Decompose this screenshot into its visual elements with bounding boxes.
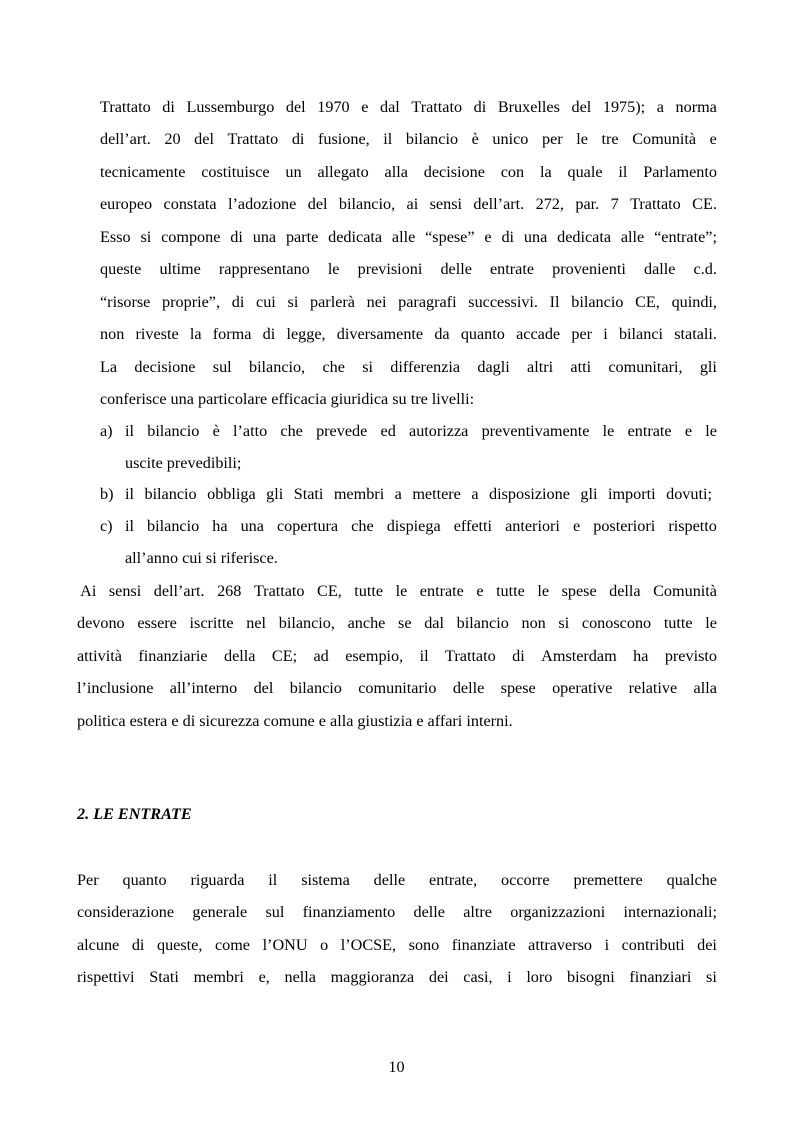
list-marker: c) <box>100 517 113 535</box>
text-line: attività finanziarie della CE; ad esempio, il Trattato di Amsterdam ha previsto <box>77 647 717 665</box>
text-line: l’inclusione all’interno del bilancio comunitario delle spese operative relative alla <box>77 679 717 697</box>
text-line: Per quanto riguarda il sistema delle entrate, occorre premettere qualche <box>77 871 717 889</box>
list-item-line: uscite prevedibili; <box>125 454 242 472</box>
text-line: Trattato di Lussemburgo del 1970 e dal Trattato di Bruxelles del 1975); a norma <box>100 98 717 116</box>
text-line: alcune di queste, come l’ONU o l’OCSE, sono finanziate attraverso i contributi dei <box>77 936 717 954</box>
text-line: dell’art. 20 del Trattato di fusione, il bilancio è unico per le tre Comunità e <box>100 130 717 148</box>
text-line: devono essere iscritte nel bilancio, anche se dal bilancio non si conoscono tutte le <box>77 614 717 632</box>
text-line: Esso si compone di una parte dedicata alle “spese” e di una dedicata alle “entrate”; <box>100 228 717 246</box>
text-line: politica estera e di sicurezza comune e alla giustizia e affari interni. <box>77 712 513 730</box>
list-marker: a) <box>100 422 113 440</box>
text-line: La decisione sul bilancio, che si differenzia dagli altri atti comunitari, gli <box>100 358 717 376</box>
list-marker: b) <box>100 485 114 503</box>
list-item-line: il bilancio è l’atto che prevede ed autorizza preventivamente le entrate e le <box>125 422 717 440</box>
text-line: rispettivi Stati membri e, nella maggioranza dei casi, i loro bisogni finanziari si <box>77 968 717 986</box>
text-line: conferisce una particolare efficacia giuridica su tre livelli: <box>100 390 475 408</box>
list-item-line: il bilancio ha una copertura che dispiega effetti anteriori e posteriori rispetto <box>125 517 717 535</box>
text-line: queste ultime rappresentano le previsioni delle entrate provenienti dalle c.d. <box>100 260 717 278</box>
page-number: 10 <box>388 1058 405 1076</box>
text-line: europeo constata l’adozione del bilancio, ai sensi dell’art. 272, par. 7 Trattato CE. <box>100 195 717 213</box>
list-item-line: il bilancio obbliga gli Stati membri a mettere a disposizione gli importi dovuti; <box>125 485 712 503</box>
text-line: considerazione generale sul finanziamento delle altre organizzazioni internazionali; <box>77 903 717 921</box>
text-line: non riveste la forma di legge, diversamente da quanto accade per i bilanci statali. <box>100 325 717 343</box>
text-line: tecnicamente costituisce un allegato alla decisione con la quale il Parlamento <box>100 163 717 181</box>
section-heading: 2. LE ENTRATE <box>77 805 192 823</box>
text-line: Ai sensi dell’art. 268 Trattato CE, tutte le entrate e tutte le spese della Comunità <box>77 582 717 600</box>
list-item-line: all’anno cui si riferisce. <box>125 549 278 567</box>
text-line: “risorse proprie”, di cui si parlerà nei paragrafi successivi. Il bilancio CE, quindi, <box>100 293 717 311</box>
